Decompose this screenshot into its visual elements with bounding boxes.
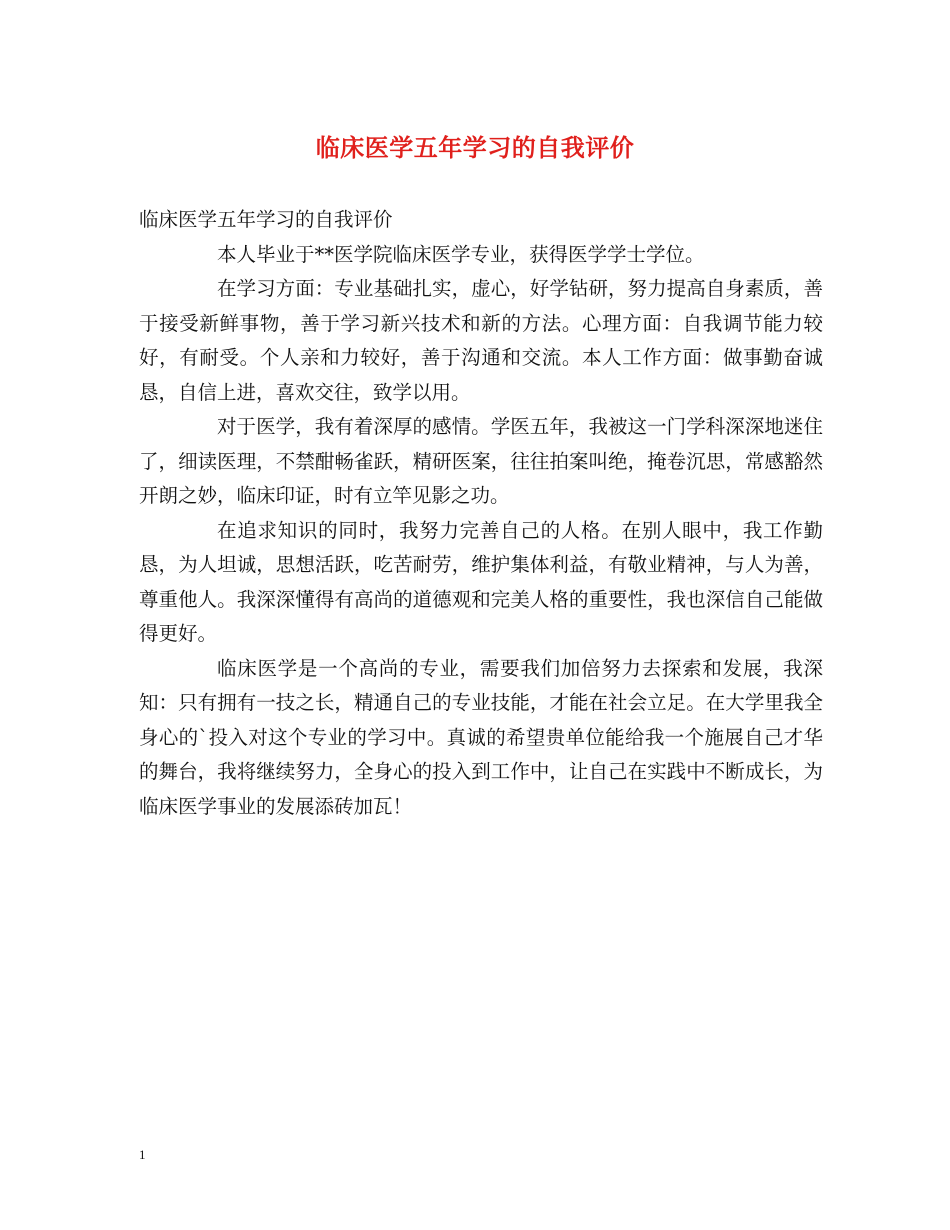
paragraph-5: 临床医学是一个高尚的专业，需要我们加倍努力去探索和发展，我深知：只有拥有一技之长，精通自己的专业技能，才能在社会立足。在大学里我全身心的`投入对这个专业的学习中。真诚的希望贵单位能给我一个施展自己才华的舞台，我将继续努力，全身心的投入到工作中，让自己在实践中不断成长，为临床医学事业的发展添砖加瓦！ [139, 656, 823, 818]
page-number: 1 [139, 1147, 146, 1162]
document-subtitle: 临床医学五年学习的自我评价 [139, 208, 393, 231]
paragraph-3: 对于医学，我有着深厚的感情。学医五年，我被这一门学科深深地迷住了，细读医理，不禁酣畅雀跃，精研医案，往往拍案叫绝，掩卷沉思，常感豁然开朗之妙，临床印证，时有立竿见影之功。 [139, 415, 823, 507]
paragraph-4: 在追求知识的同时，我努力完善自己的人格。在别人眼中，我工作勤恳，为人坦诚，思想活跃，吃苦耐劳，维护集体利益，有敬业精神，与人为善，尊重他人。我深深懂得有高尚的道德观和完美人格的重要性，我也深信自己能做得更好。 [139, 518, 823, 645]
document-body [139, 203, 823, 824]
paragraph-1: 本人毕业于**医学院临床医学专业，获得医学学士学位。 [217, 242, 705, 266]
document-title: 临床医学五年学习的自我评价 [315, 133, 635, 162]
paragraph-2: 在学习方面：专业基础扎实，虚心，好学钻研，努力提高自身素质，善于接受新鲜事物，善于学习新兴技术和新的方法。心理方面：自我调节能力较好，有耐受。个人亲和力较好，善于沟通和交流。本人工作方面：做事勤奋诚恳，自信上进，喜欢交往，致学以用。 [139, 277, 823, 404]
